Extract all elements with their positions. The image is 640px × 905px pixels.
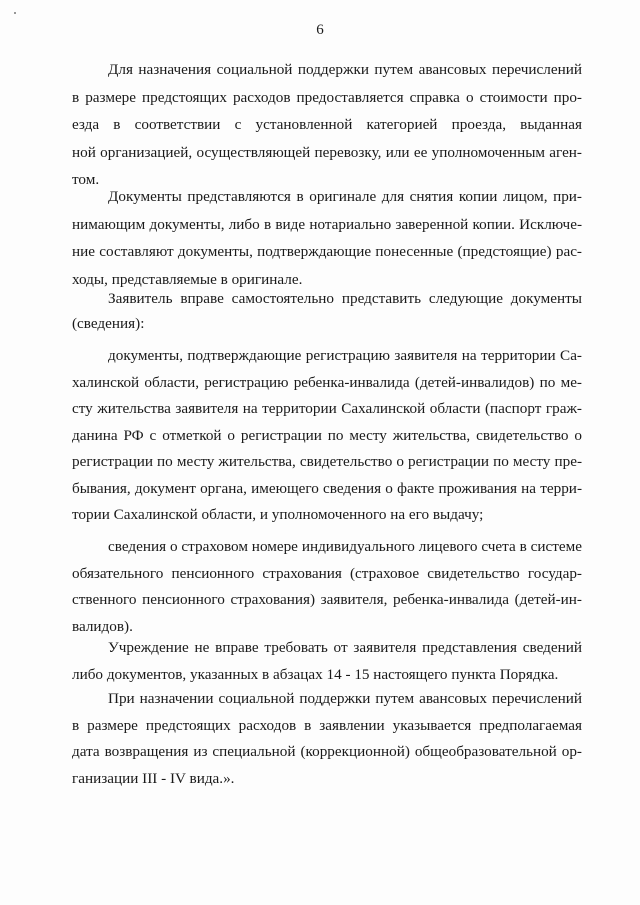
paragraph-line: документы, подтверждающие регистрацию заявителя на территории Са-	[108, 347, 582, 364]
paragraph-line: том.	[72, 171, 100, 188]
scan-speck	[14, 12, 16, 14]
paragraph-line: езда в соответствии с установленной категорией проезда, выданная	[72, 116, 582, 133]
paragraph-line: ственного пенсионного страхования) заявителя, ребенка-инвалида (детей-ин-	[72, 591, 582, 608]
paragraph-line: в размере предстоящих расходов в заявлении указывается предполагаемая	[72, 717, 582, 734]
paragraph-line: в размере предстоящих расходов предоставляется справка о стоимости про-	[72, 89, 582, 106]
paragraph-line: Заявитель вправе самостоятельно представить следующие документы	[108, 290, 582, 307]
paragraph-line: (сведения):	[72, 315, 145, 332]
paragraph-line: При назначении социальной поддержки путем авансовых перечислений	[108, 690, 582, 707]
paragraph-line: валидов).	[72, 618, 133, 635]
paragraph-line: Учреждение не вправе требовать от заявителя представления сведений	[108, 639, 582, 656]
paragraph-line: регистрации по месту жительства, свидетельство о регистрации по месту пре-	[72, 453, 582, 470]
paragraph-line: либо документов, указанных в абзацах 14 - 15 настоящего пункта Порядка.	[72, 666, 559, 683]
paragraph-line: дата возвращения из специальной (коррекционной) общеобразовательной ор-	[72, 743, 582, 760]
paragraph-line: обязательного пенсионного страхования (страховое свидетельство государ-	[72, 565, 582, 582]
paragraph-line: нимающим документы, либо в виде нотариально заверенной копии. Исключе-	[72, 216, 582, 233]
paragraph-line: данина РФ с отметкой о регистрации по месту жительства, свидетельство о	[72, 427, 582, 444]
paragraph-line: тории Сахалинской области, и уполномоченного на его выдачу;	[72, 506, 484, 523]
paragraph-line: ной организацией, осуществляющей перевозку, или ее уполномоченным аген-	[72, 144, 582, 161]
page-number: 6	[316, 22, 324, 38]
paragraph-line: бывания, документ органа, имеющего сведения о факте проживания на терри-	[72, 480, 582, 497]
paragraph-line: ходы, представляемые в оригинале.	[72, 271, 303, 288]
paragraph-line: Для назначения социальной поддержки путем авансовых перечислений	[108, 61, 582, 78]
paragraph-line: ганизации III - IV вида.».	[72, 770, 235, 787]
paragraph-line: сведения о страховом номере индивидуального лицевого счета в системе	[108, 538, 582, 555]
paragraph-line: халинской области, регистрацию ребенка-инвалида (детей-инвалидов) по ме-	[72, 374, 582, 391]
paragraph-line: сту жительства заявителя на территории Сахалинской области (паспорт граж-	[72, 400, 582, 417]
paragraph-line: ние составляют документы, подтверждающие понесенные (предстоящие) рас-	[72, 243, 582, 260]
paragraph-line: Документы представляются в оригинале для снятия копии лицом, при-	[108, 188, 582, 205]
